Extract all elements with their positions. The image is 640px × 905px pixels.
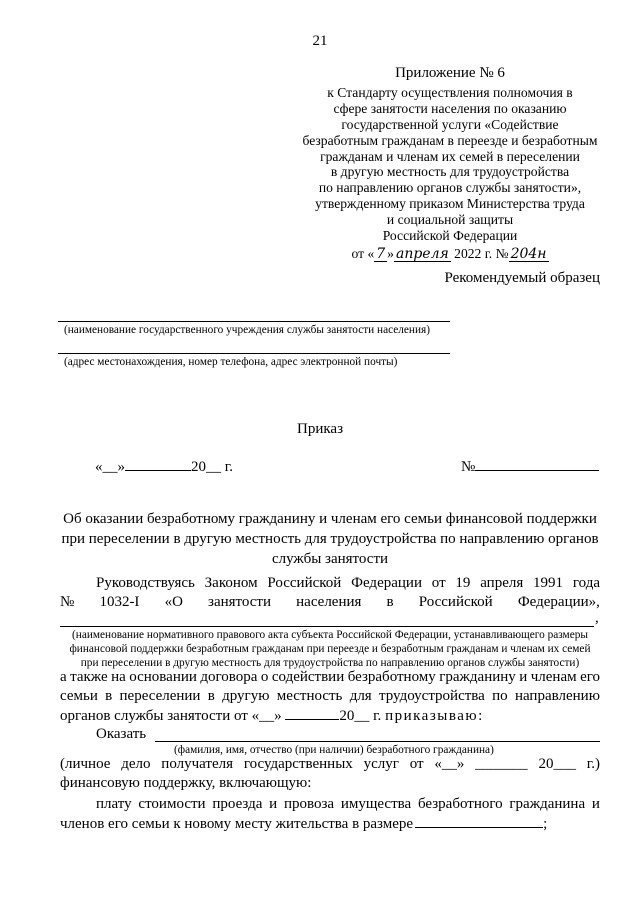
appendix-line: гражданам и членам их семей в переселении xyxy=(320,148,580,164)
body-line-2 xyxy=(60,594,600,611)
body-word: от xyxy=(431,575,446,591)
body-word: Руководствуясь xyxy=(96,575,195,591)
body-word: другую xyxy=(222,688,270,704)
body-word: от xyxy=(409,756,424,772)
body-word: дело xyxy=(121,756,151,772)
body-line-9: членов его семьи к новому месту жительства в размере ; xyxy=(60,816,548,832)
appendix-date: от « 7 » апреля 2022 г. № 204н xyxy=(351,245,547,262)
body-word: «О xyxy=(164,594,183,610)
body-word: его xyxy=(580,669,600,685)
body-word: основании xyxy=(129,669,197,685)
body-word: провоза xyxy=(283,796,335,812)
handwritten-month: апреля xyxy=(395,245,449,262)
appendix-line: сфере занятости населения по оказанию xyxy=(333,100,567,116)
order-date-field xyxy=(95,458,233,476)
body-word: о xyxy=(260,669,269,685)
body-word: договора xyxy=(200,669,258,685)
body-word: и xyxy=(591,796,600,812)
date-year: 20__ г. xyxy=(191,459,233,475)
heading-line: при переселении в другую местность для трудоустройства по направлению органов xyxy=(61,531,599,547)
body-word: безработному xyxy=(347,669,436,685)
appendix-line: к Стандарту осуществления полномочия в xyxy=(327,84,573,100)
body-word: в xyxy=(386,594,394,610)
body-word: № xyxy=(60,594,75,610)
regional-act-comma: , xyxy=(595,610,599,626)
appendix-line: в другую местность для трудоустройства xyxy=(330,164,570,180)
body-word: членам xyxy=(530,669,577,685)
body-word: 19 xyxy=(455,575,471,591)
body-word: Российской xyxy=(267,575,342,591)
body-word: содействии xyxy=(271,669,345,685)
body-word: местность xyxy=(276,688,343,704)
handwritten-number: 204н xyxy=(510,245,547,262)
body-line-6 xyxy=(60,756,600,773)
body-word: Российской xyxy=(418,594,493,610)
body-line-4 xyxy=(60,688,600,705)
order-heading xyxy=(60,509,600,569)
body-word: 20___ xyxy=(538,756,576,772)
body-line-3 xyxy=(60,669,600,686)
body-line-8 xyxy=(96,796,600,813)
body-word: направлению xyxy=(514,688,600,704)
contract-month-blank[interactable] xyxy=(285,707,339,720)
body-word: трудоустройства xyxy=(379,688,485,704)
fio-line[interactable] xyxy=(155,741,600,742)
body-line-7: финансовую поддержку, включающую: xyxy=(60,775,312,791)
fio-caption: (фамилия, имя, отчество (при наличии) безработного гражданина) xyxy=(174,744,494,756)
body-word: плату xyxy=(96,796,132,812)
body-word: Федерации», xyxy=(517,594,600,610)
body-word: года xyxy=(572,575,600,591)
body-word: семьи xyxy=(60,688,98,704)
body-line-5: органов службы занятости от «__» 20__ г. приказываю: xyxy=(60,708,484,724)
body-word: для xyxy=(349,688,372,704)
page-number: 21 xyxy=(312,33,328,49)
date-month-blank[interactable] xyxy=(125,458,191,471)
body-word: населения xyxy=(296,594,362,610)
body-word: переселении xyxy=(119,688,201,704)
body-word: и xyxy=(519,669,528,685)
number-blank[interactable] xyxy=(475,458,599,471)
appendix-line: государственной услуги «Содействие xyxy=(341,116,559,132)
body-word: также xyxy=(70,669,108,685)
body-word: гражданину xyxy=(439,669,516,685)
body-word: _______ xyxy=(475,756,528,772)
appendix-line: и социальной защиты xyxy=(386,212,514,228)
body-word: 1032-I xyxy=(99,594,140,610)
body-word: в xyxy=(207,688,215,704)
order-number-field xyxy=(461,458,599,476)
body-word: услуг xyxy=(363,756,399,772)
body-word: «__» xyxy=(434,756,465,772)
body-word: по xyxy=(492,688,508,704)
order-command: приказываю: xyxy=(385,708,484,724)
amount-blank[interactable] xyxy=(415,815,543,828)
regional-act-line[interactable] xyxy=(60,626,594,627)
appendix-line: по направлению органов службы занятости», xyxy=(318,180,582,196)
handwritten-day: 7 xyxy=(376,245,386,262)
body-word: гражданина xyxy=(509,796,586,812)
appendix-header xyxy=(300,66,600,262)
heading-line: службы занятости xyxy=(271,551,389,567)
contract-day-blank[interactable]: __ xyxy=(259,708,275,724)
body-word: а xyxy=(60,669,67,685)
body-word: получателя xyxy=(161,756,234,772)
body-word: 1991 xyxy=(533,575,564,591)
body-word: занятости xyxy=(208,594,272,610)
body-word: государственных xyxy=(243,756,353,772)
address-line[interactable] xyxy=(58,353,450,354)
regional-act-caption: (наименование нормативного правового акта субъекта Российской Федерации, устанавливающего размеры финансовой поддержки безработным гражданам при переезде и безработным гражданам и членам их семей при переселении в другую местность для трудоустройства по направлению органов службы занятости) xyxy=(69,629,591,669)
body-word: имущества xyxy=(340,796,412,812)
body-word: на xyxy=(111,669,126,685)
body-word: Законом xyxy=(204,575,258,591)
body-word: безработного xyxy=(417,796,503,812)
appendix-title: Приложение № 6 xyxy=(395,65,505,81)
heading-line: Об оказании безработному гражданину и членам его семьи финансовой поддержки xyxy=(63,511,597,527)
recommended-sample-label: Рекомендуемый образец xyxy=(444,270,600,286)
appendix-line: утвержденному приказом Министерства труда xyxy=(315,196,585,212)
body-word: апреля xyxy=(480,575,524,591)
contract-year-blank[interactable]: __ xyxy=(354,708,370,724)
address-caption: (адрес местонахождения, номер телефона, адрес электронной почты) xyxy=(64,356,398,368)
body-word: Федерации xyxy=(351,575,422,591)
body-word: и xyxy=(269,796,278,812)
number-label: № xyxy=(461,459,476,475)
appendix-line: Российской Федерации xyxy=(382,228,518,244)
body-word: стоимости xyxy=(138,796,206,812)
institution-line[interactable] xyxy=(58,321,450,322)
institution-caption: (наименование государственного учреждения службы занятости населения) xyxy=(64,324,430,336)
body-word: (личное xyxy=(60,756,111,772)
body-word: в xyxy=(105,688,113,704)
body-word: г.) xyxy=(586,756,600,772)
appendix-line: безработным гражданам в переезде и безработным xyxy=(302,132,598,148)
date-day-blank: «__» xyxy=(95,459,125,475)
body-line-1 xyxy=(96,575,600,592)
order-title: Приказ xyxy=(296,421,343,437)
provide-label: Оказать xyxy=(96,726,147,742)
body-word: проезда xyxy=(212,796,263,812)
